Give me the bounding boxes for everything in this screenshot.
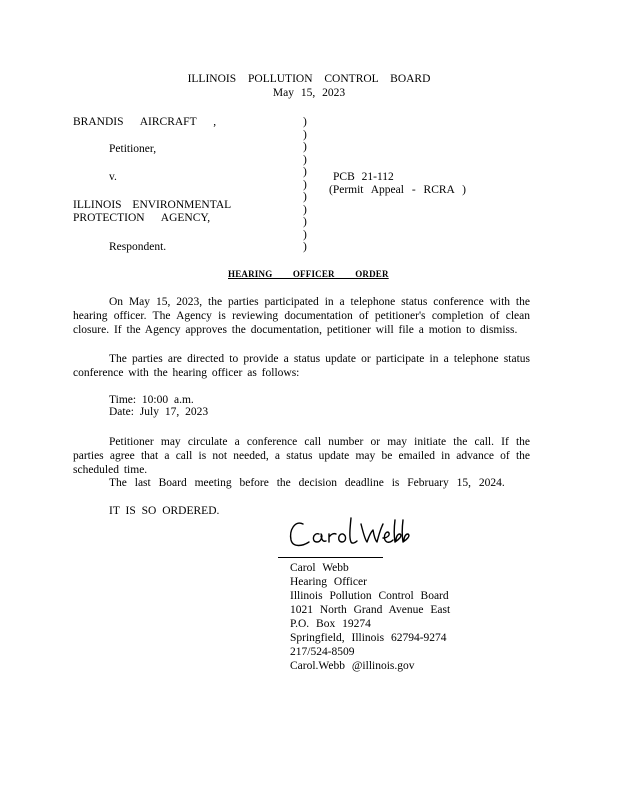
respondent-line1: ILLINOIS ENVIRONMENTAL: [73, 199, 232, 211]
case-number: PCB 21-112: [333, 171, 394, 183]
conference-time: Time: 10:00 a.m.: [109, 394, 194, 406]
paragraph-3: Petitioner may circulate a conference call number or may initiate the call. If the parties agree that a call is not needed, a status update may be emailed in advance of the scheduled time.: [73, 436, 530, 476]
order-date: May 15, 2023: [272, 87, 346, 99]
paren: ): [303, 128, 307, 141]
conference-date: Date: July 17, 2023: [109, 406, 209, 418]
paren: ): [303, 153, 307, 166]
paren: ): [303, 203, 307, 216]
case-type: (Permit Appeal - RCRA ): [329, 184, 466, 196]
closing-statement: IT IS SO ORDERED.: [109, 505, 220, 517]
respondent-role: Respondent.: [109, 241, 167, 253]
respondent-line2: PROTECTION AGENCY,: [73, 212, 211, 224]
order-title: HEARING OFFICER ORDER: [228, 269, 389, 279]
signer-organization: Illinois Pollution Control Board: [290, 590, 449, 602]
paren: ): [303, 191, 307, 203]
paragraph-1: On May 15, 2023, the parties participated in a telephone status conference with the hearing officer. The Agency is reviewing documentation of petitioner's completion of clean closure. If the Agency approves the documentation, petitioner will file a motion to dismiss.: [73, 296, 530, 336]
signature-line: [278, 557, 383, 558]
petitioner-role: Petitioner,: [109, 143, 157, 155]
paren: ): [303, 141, 307, 153]
signer-street: 1021 North Grand Avenue East: [290, 604, 451, 616]
paren: ): [303, 241, 307, 253]
petitioner-name: BRANDIS AIRCRAFT ,: [73, 116, 217, 128]
paren: ): [303, 216, 307, 228]
paren: ): [303, 166, 307, 178]
handwritten-signature: [285, 510, 415, 554]
signature-block: [290, 561, 450, 673]
signer-email: Carol.Webb @illinois.gov: [290, 660, 415, 672]
paren: ): [303, 116, 307, 128]
paragraph-4: The last Board meeting before the decision deadline is February 15, 2024.: [109, 477, 505, 489]
paren: ): [303, 178, 307, 191]
paren: ): [303, 228, 307, 241]
signer-name: Carol Webb: [290, 562, 349, 574]
versus: v.: [109, 171, 117, 183]
signer-city: Springfield, Illinois 62794-9274: [290, 632, 447, 644]
board-title: ILLINOIS POLLUTION CONTROL BOARD: [187, 73, 431, 85]
signer-phone: 217/524-8509: [290, 646, 355, 658]
signer-pobox: P.O. Box 19274: [290, 618, 371, 630]
signer-title: Hearing Officer: [290, 576, 367, 588]
paragraph-2: The parties are directed to provide a status update or participate in a telephone status conference with the hearing officer as follows:: [73, 353, 530, 379]
caption-parentheses: [303, 116, 307, 254]
